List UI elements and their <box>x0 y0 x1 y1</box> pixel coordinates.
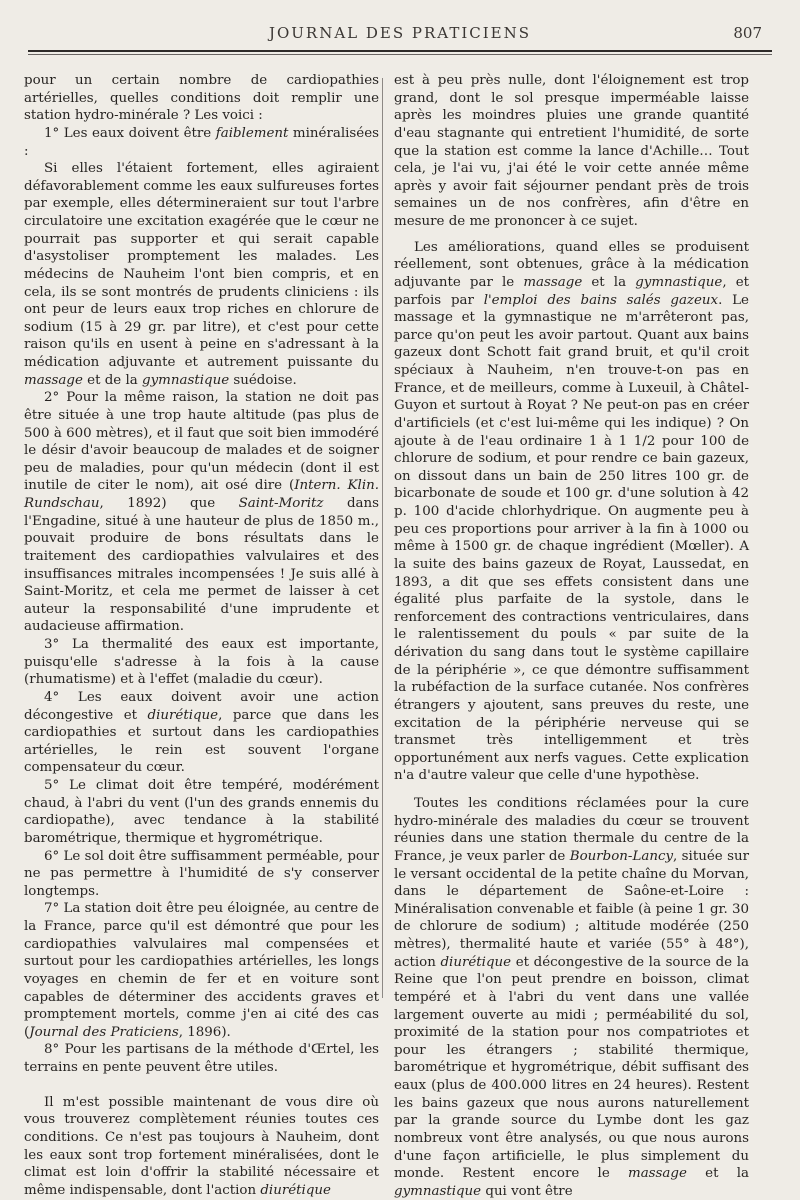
paragraph: est à peu près nulle, dont l'éloignement est trop grand, dont le sol presque imperméable laisse après les moindres pluies une grande quantité d'eau stagnante qui entretient l'humidité, de sorte que la station est comme la lance d'Achille… Tout cela, je l'ai vu, j'ai été le voir cette année même après y avoir fait séjourner pendant près de trois semaines un de nos confrères, afin d'être en mesure de me prononcer à ce sujet. <box>394 73 749 229</box>
italic-phrase: Bourbon-Lancy <box>569 848 674 864</box>
header-rule-thick <box>28 50 772 52</box>
paragraph: Les améliorations, quand elles se produisent réellement, sont obtenues, grâce à la médication adjuvante par le massage et la gymnastique, et parfois par l'emploi des bains salés gazeux. Le massage et la gymnastique ne m'arrêteront pas, parce qu'on peut les avoir partout. Quant aux bains gazeux dont Schott fait grand bruit, et qu'il croit spéciaux à Nauheim, n'en trouve-t-on pas en France, et de meilleurs, comme à Luxeuil, à Châtel-Guyon et surtout à Royat ? Ne peut-on pas en créer d'artificiels (et c'est lui-même qui les indique) ? On ajoute à de l'eau ordinaire 1 à 1 1/2 pour 100 de chlorure de sodium, et pour rendre ce bain gazeux, on dissout dans un bain de 250 litres 100 gr. de bicarbonate de soude et 100 gr. d'une solution à 42 p. 100 d'acide chlorhydrique. On augmente peu à peu ces proportions pour arriver à la fin à 1000 ou même à 1500 gr. de chaque ingrédient (Mœller). A la suite des bains gazeux de Royat, Laussedat, en 1893, a dit que ses effets consistent dans une égalité plus parfaite de la systole, dans le renforcement des contractions ventriculaires, dans le ralentissement du pouls « par suite de la dérivation du sang dans tout le système capillaire de la périphérie », ce que démontre suffisamment la rubéfaction de la surface cutanée. Nos confrères étrangers y ajoutent, sans preuves du reste, une excitation de la périphérie nerveuse qui se transmet très intelligemment et très opportunément aux nerfs vagues. Cette explication n'a d'autre valeur que celle d'une hypothèse. <box>394 239 749 784</box>
paragraph: 3° La thermalité des eaux est importante, puisqu'elle s'adresse à la fois à la cause (rhumatisme) et à l'effet (maladie du cœur). <box>24 637 379 688</box>
italic-phrase: Intern. Klin. Rundschau <box>24 478 379 511</box>
italic-phrase: Journal des Praticiens <box>29 1024 179 1040</box>
left-column <box>24 72 379 1199</box>
paragraph: Si elles l'étaient fortement, elles agiraient défavorablement comme les eaux sulfureuses fortes par exemple, elles détermineraient sur tout l'arbre circulatoire une excitation exagérée que le cœur ne pourrait pas supporter et qui serait capable d'asystoliser promptement les malades. Les médecins de Nauheim l'ont bien compris, et en cela, ils se sont montrés de prudents cliniciens : ils ont peur de leurs eaux trop riches en chlorure de sodium (15 à 29 gr. par litre), et c'est pour cette raison qu'ils en usent à peine en s'adressant à la médication adjuvante et autrement puissante du massage et de la gymnastique suédoise. <box>24 161 379 388</box>
paragraph: 7° La station doit être peu éloignée, au centre de la France, parce qu'il est démontré que pour les cardiopathies valvulaires mal compensées et surtout pour les cardiopathies artérielles, les longs voyages en chemin de fer et en voiture sont capables de déterminer des accidents graves et promptement mortels, comme j'en ai cité des cas (Journal des Praticiens, 1896). <box>24 901 379 1040</box>
paragraph: 6° Le sol doit être suffisamment perméable, pour ne pas permettre à l'humidité de s'y conserver longtemps. <box>24 848 379 899</box>
italic-phrase: gymnastique <box>394 1183 482 1199</box>
paragraph: Toutes les conditions réclamées pour la cure hydro-minérale des maladies du cœur se trouvent réunies dans une station thermale du centre de la France, je veux parler de Bourbon-Lancy, située sur le versant occidental de la petite chaîne du Morvan, dans le département de Saône-et-Loire : Minéralisation convenable et faible (à peine 1 gr. 30 de chlorure de sodium) ; altitude modérée (250 mètres), thermalité haute et variée (55° à 48°), action diurétique et décongestive de la source de la Reine que l'on peut prendre en boisson, climat tempéré et à l'abri du vent dans une vallée largement ouverte au midi ; perméabilité du sol, proximité de la station pour nos compatriotes et pour les étrangers ; stabilité thermique, barométrique et hygrométrique, débit suffisant des eaux (plus de 400.000 litres en 24 heures). Restent les bains gazeux que nous aurons naturellement par la grande source du Lymbe dont les gaz nombreux vont être analysés, ou que nous aurons d'une façon artificielle, le plus simplement du monde. Restent encore le massage et la gymnastique qui vont être <box>394 796 749 1199</box>
italic-phrase: faiblement <box>215 125 289 141</box>
paragraph: 2° Pour la même raison, la station ne doit pas être située à une trop haute altitude (pas plus de 500 à 600 mètres), et il faut que soit bien immodéré le désir d'avoir beaucoup de malades et de soigner peu de maladies, pour qu'un médecin (dont il est inutile de citer le nom), ait osé dire (Intern. Klin. Rundschau, 1892) que Saint-Moritz dans l'Engadine, situé à une hauteur de plus de 1850 m., pouvait produire de bons résultats dans le traitement des cardiopathies valvulaires et des insuffisances mitrales incompensées ! Je suis allé à Saint-Moritz, et cela me permet de laisser à cet auteur la responsabilité d'une imprudente et audacieuse affirmation. <box>24 390 380 635</box>
paragraph: pour un certain nombre de cardiopathies artérielles, quelles conditions doit remplir une station hydro-minérale ? Les voici : <box>24 73 379 124</box>
italic-phrase: Saint-Moritz <box>238 496 324 511</box>
italic-phrase: diurétique <box>260 1182 331 1198</box>
paragraph: 5° Le climat doit être tempéré, modérément chaud, à l'abri du vent (l'un des grands ennemis du cardiopathe), avec tendance à la stabilité barométrique, thermique et hygrométrique. <box>24 778 379 846</box>
right-column <box>394 72 749 1200</box>
column-divider <box>382 78 383 998</box>
italic-phrase: massage <box>523 274 583 290</box>
page-number: 807 <box>733 24 762 42</box>
italic-phrase: l'emploi des bains salés gazeux <box>483 292 719 308</box>
italic-phrase: gymnastique <box>142 372 230 388</box>
paragraph: 8° Pour les partisans de la méthode d'Œrtel, les terrains en pente peuvent être utiles. <box>24 1042 379 1075</box>
paragraph: 4° Les eaux doivent avoir une action décongestive et diurétique, parce que dans les cardiopathies et surtout dans les cardiopathies artérielles, le rein est souvent l'organe compensateur du cœur. <box>24 689 379 776</box>
italic-phrase: diurétique <box>147 707 219 723</box>
paragraph: 1° Les eaux doivent être faiblement minéralisées : <box>24 125 380 159</box>
running-title: JOURNAL DES PRATICIENS <box>268 24 532 42</box>
italic-phrase: diurétique <box>440 954 512 970</box>
paragraph: Il m'est possible maintenant de vous dire où vous trouverez complètement réunies toutes ces conditions. Ce n'est pas toujours à Nauheim, dont les eaux sont trop fortement minéralisées, dont le climat est loin d'offrir la stabilité nécessaire et même indispensable, dont l'action diurétique <box>24 1094 379 1198</box>
italic-phrase: massage <box>628 1166 687 1182</box>
header-rule-thin <box>28 54 772 55</box>
page-header <box>28 24 772 50</box>
italic-phrase: gymnastique <box>635 274 723 290</box>
italic-phrase: massage <box>24 372 83 388</box>
